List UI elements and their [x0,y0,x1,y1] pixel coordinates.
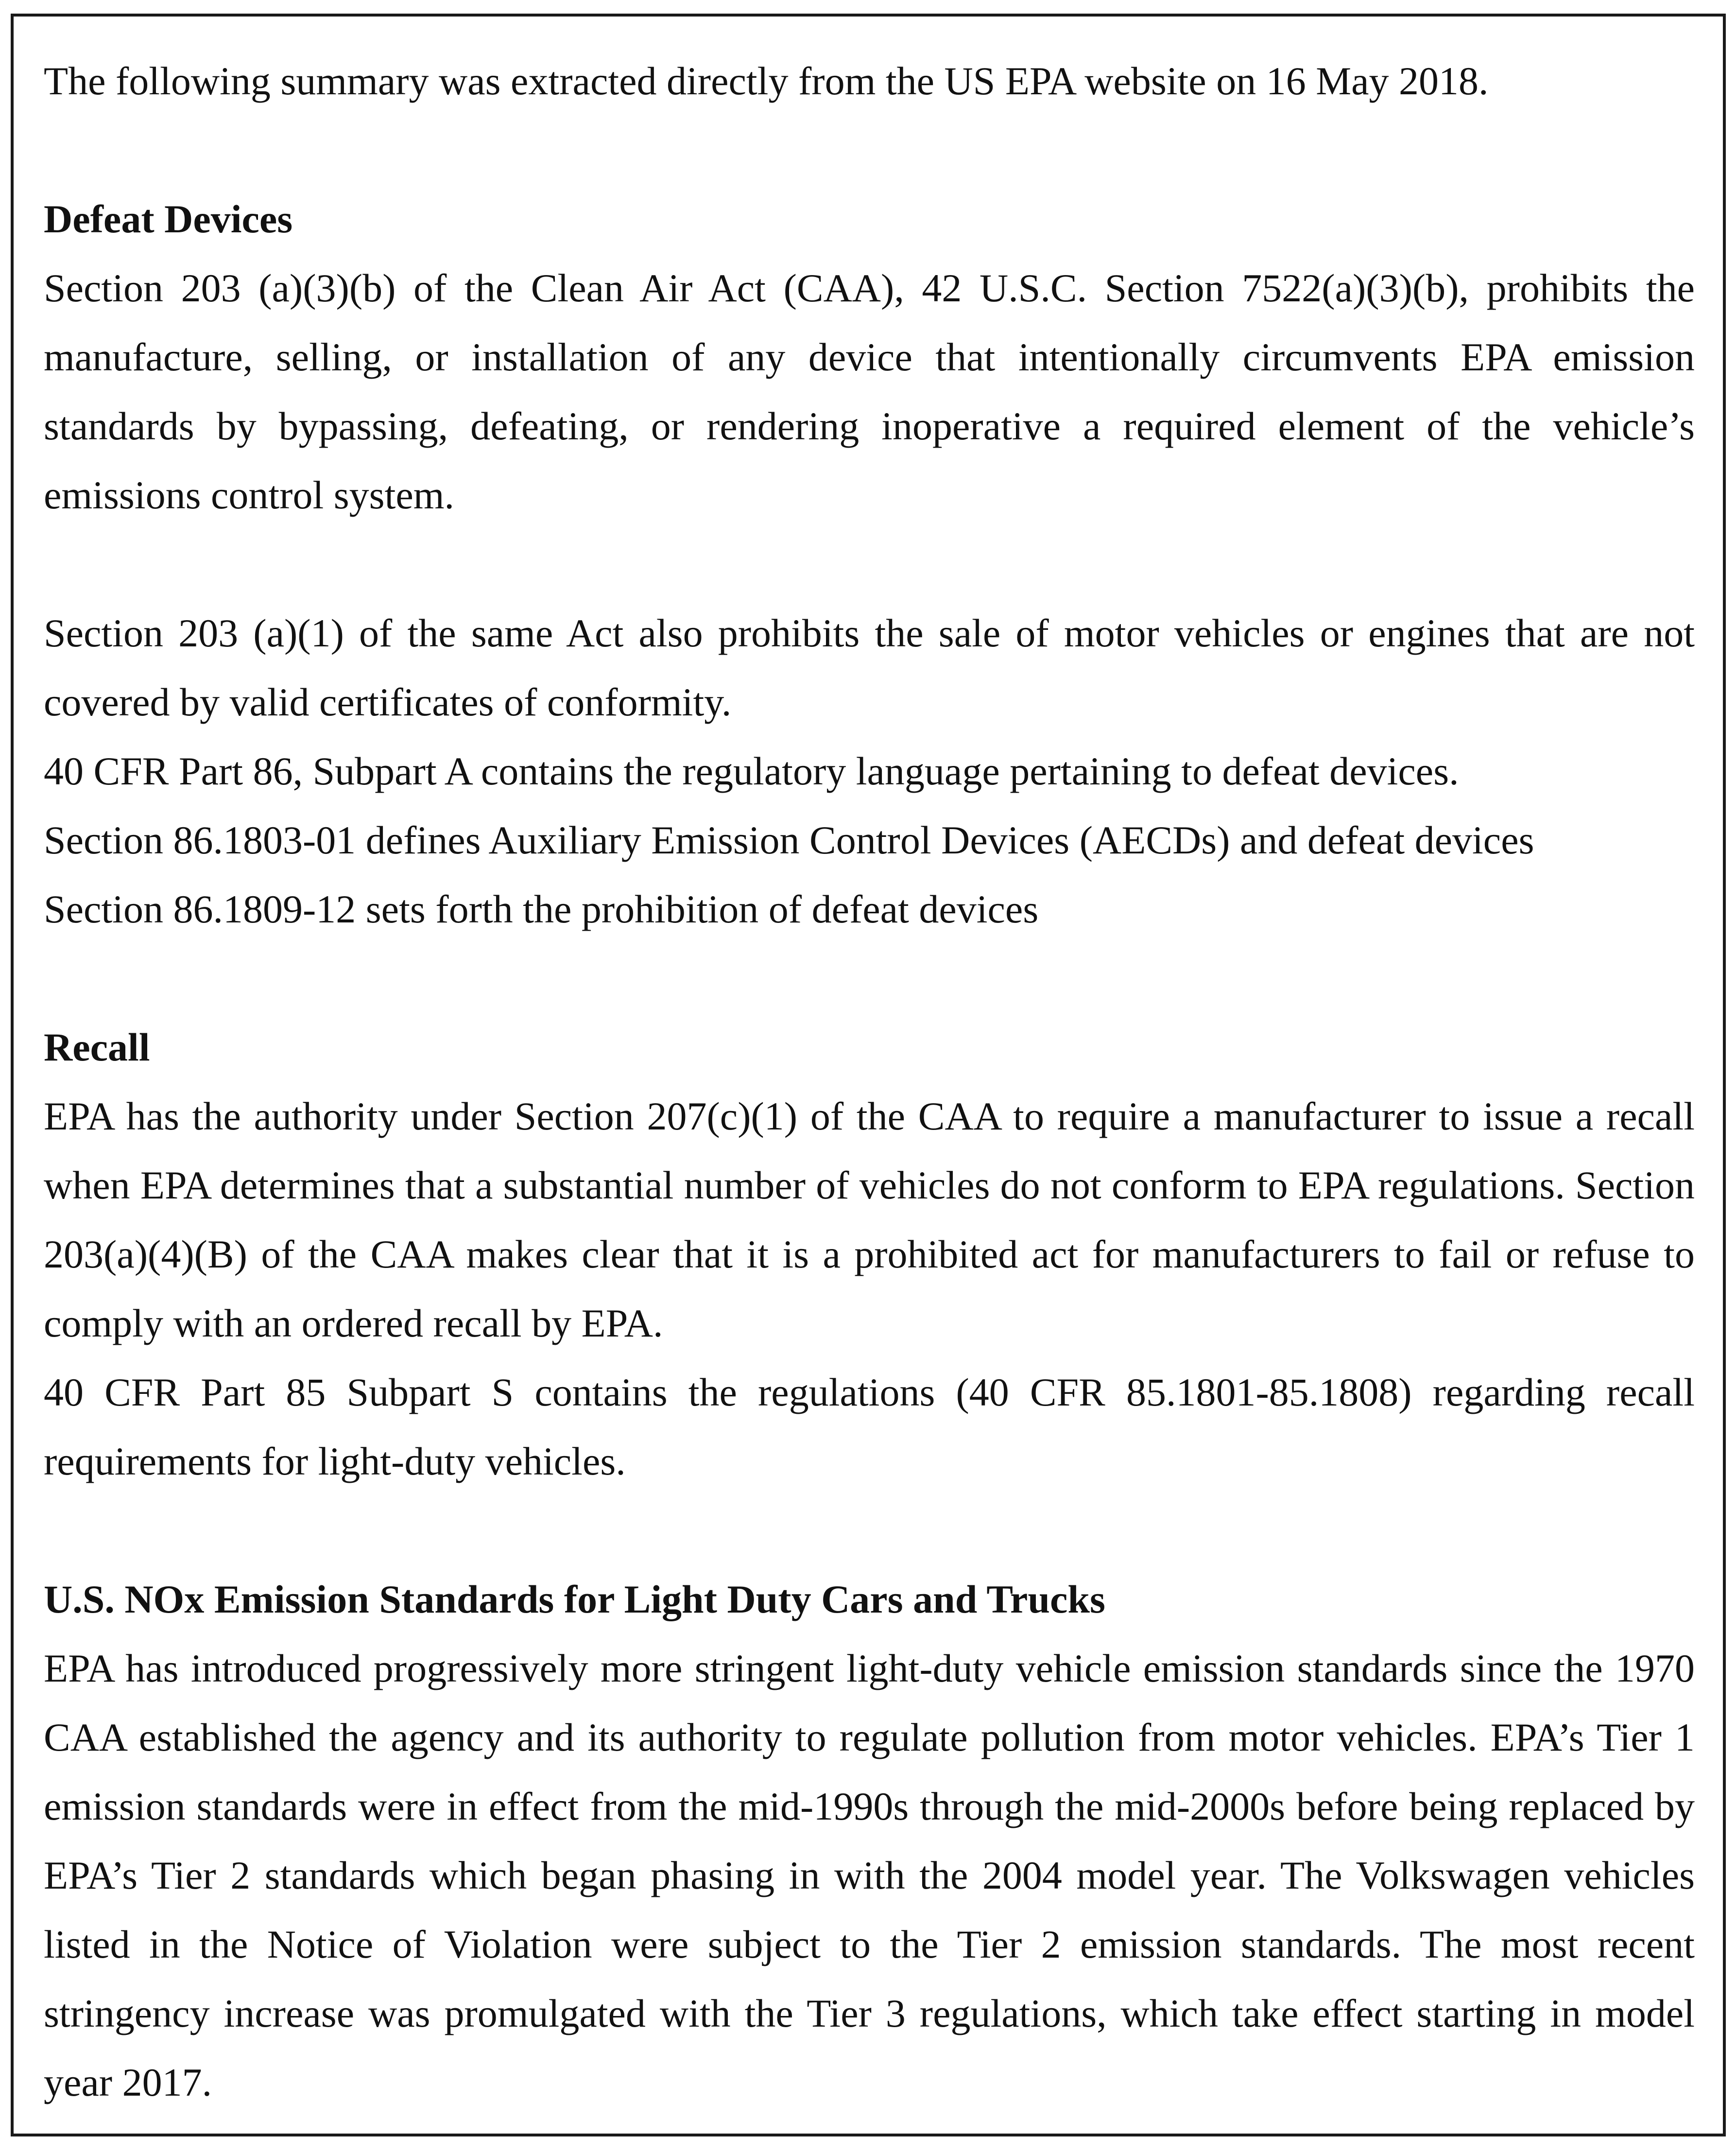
defeat-devices-paragraph-2: Section 203 (a)(1) of the same Act also prohibits the sale of motor vehicles or engines that are not covered by valid certificates of conformity. [44,611,1695,724]
section-heading-defeat-devices: Defeat Devices [44,197,293,241]
defeat-devices-line-cfr-part-86: 40 CFR Part 86, Subpart A contains the regulatory language pertaining to defeat devices. [44,749,1459,793]
defeat-devices-paragraph-1: Section 203 (a)(3)(b) of the Clean Air Act (CAA), 42 U.S.C. Section 7522(a)(3)(b), prohibits the manufacture, selling, or installation of any device that intentionally circumvents EPA emission standards by bypassing, defeating, or rendering inoperative a required element of the vehicle’s emissions control system. [44,266,1695,517]
spacer [44,944,1695,1013]
summary-content [44,47,1695,2117]
spacer [44,116,1695,185]
defeat-devices-line-section-86-1803: Section 86.1803-01 defines Auxiliary Emission Control Devices (AECDs) and defeat devices [44,818,1534,862]
recall-paragraph-1: EPA has the authority under Section 207(c)(1) of the CAA to require a manufacturer to issue a recall when EPA determines that a substantial number of vehicles do not conform to EPA regulations. Section 203(a)(4)(B) of the CAA makes clear that it is a prohibited act for manufacturers to fail or refuse to comply with an ordered recall by EPA. [44,1094,1695,1345]
section-heading-nox-standards: U.S. NOx Emission Standards for Light Duty Cars and Trucks [44,1577,1105,1621]
spacer [44,530,1695,599]
defeat-devices-line-section-86-1809: Section 86.1809-12 sets forth the prohibition of defeat devices [44,887,1039,931]
spacer [44,1496,1695,1565]
summary-box [11,14,1726,2136]
nox-standards-paragraph-1: EPA has introduced progressively more stringent light-duty vehicle emission standards since the 1970 CAA established the agency and its authority to regulate pollution from motor vehicles. EPA’s Tier 1 emission standards were in effect from the mid-1990s through the mid-2000s before being replaced by EPA’s Tier 2 standards which began phasing in with the 2004 model year. The Volkswagen vehicles listed in the Notice of Violation were subject to the Tier 2 emission standards. The most recent stringency increase was promulgated with the Tier 3 regulations, which take effect starting in model year 2017. [44,1646,1695,2104]
section-heading-recall: Recall [44,1025,150,1069]
recall-paragraph-2: 40 CFR Part 85 Subpart S contains the regulations (40 CFR 85.1801-85.1808) regarding recall requirements for light-duty vehicles. [44,1370,1695,1483]
intro-text: The following summary was extracted directly from the US EPA website on 16 May 2018. [44,59,1489,103]
